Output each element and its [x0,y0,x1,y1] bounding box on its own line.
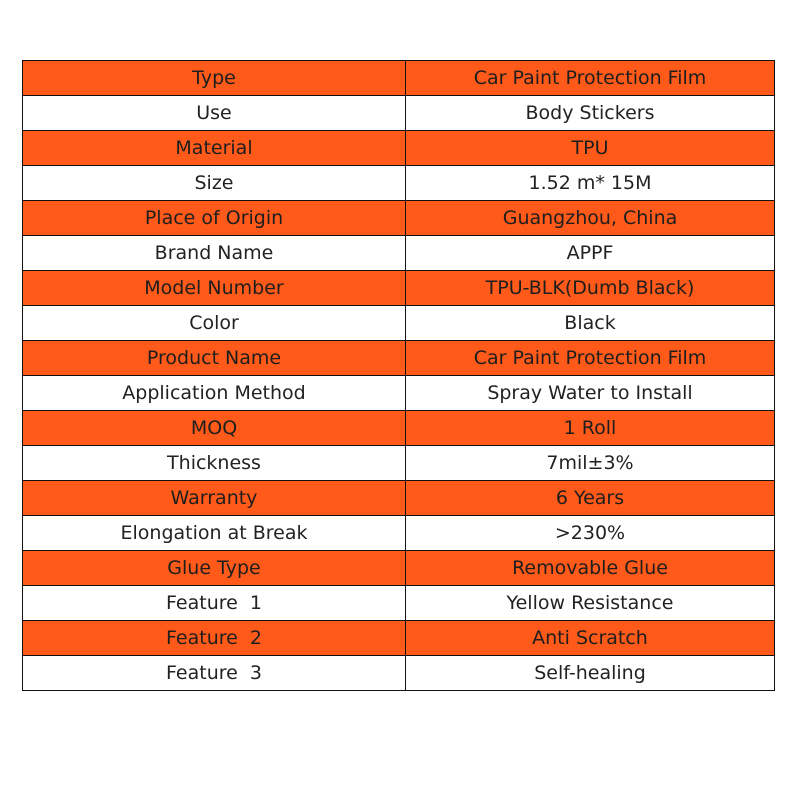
spec-row-elongation-at-break [23,516,775,551]
spec-row-material [23,131,775,166]
spec-label: Elongation at Break [23,516,406,551]
spec-row-use [23,96,775,131]
spec-row-glue-type [23,551,775,586]
product-spec-table [22,60,775,691]
spec-value: Self-healing [406,656,775,691]
spec-value: Black [406,306,775,341]
spec-value: Guangzhou, China [406,201,775,236]
spec-value: 1 Roll [406,411,775,446]
spec-row-size [23,166,775,201]
spec-value: 7mil±3% [406,446,775,481]
spec-value: Anti Scratch [406,621,775,656]
spec-row-feature-2 [23,621,775,656]
spec-row-feature-1 [23,586,775,621]
spec-value: TPU-BLK(Dumb Black) [406,271,775,306]
spec-value: >230% [406,516,775,551]
spec-row-application-method [23,376,775,411]
spec-label: Thickness [23,446,406,481]
spec-label: Feature 1 [23,586,406,621]
spec-row-warranty [23,481,775,516]
spec-value: Spray Water to Install [406,376,775,411]
spec-table-body [23,61,775,691]
spec-label: Feature 3 [23,656,406,691]
spec-label: Place of Origin [23,201,406,236]
spec-label: Color [23,306,406,341]
spec-row-product-name [23,341,775,376]
spec-label: Type [23,61,406,96]
spec-label: Product Name [23,341,406,376]
spec-value: TPU [406,131,775,166]
spec-row-color [23,306,775,341]
spec-value: Car Paint Protection Film [406,341,775,376]
spec-label: Model Number [23,271,406,306]
spec-row-thickness [23,446,775,481]
spec-value: 6 Years [406,481,775,516]
spec-label: Warranty [23,481,406,516]
spec-value: Removable Glue [406,551,775,586]
spec-value: 1.52 m* 15M [406,166,775,201]
spec-row-feature-3 [23,656,775,691]
spec-label: MOQ [23,411,406,446]
spec-value: Yellow Resistance [406,586,775,621]
spec-label: Brand Name [23,236,406,271]
spec-label: Feature 2 [23,621,406,656]
spec-value: APPF [406,236,775,271]
spec-row-model-number [23,271,775,306]
spec-value: Car Paint Protection Film [406,61,775,96]
spec-label: Material [23,131,406,166]
spec-row-brand-name [23,236,775,271]
spec-row-place-of-origin [23,201,775,236]
spec-label: Use [23,96,406,131]
spec-row-moq [23,411,775,446]
spec-label: Glue Type [23,551,406,586]
spec-label: Size [23,166,406,201]
spec-label: Application Method [23,376,406,411]
spec-row-type [23,61,775,96]
spec-value: Body Stickers [406,96,775,131]
